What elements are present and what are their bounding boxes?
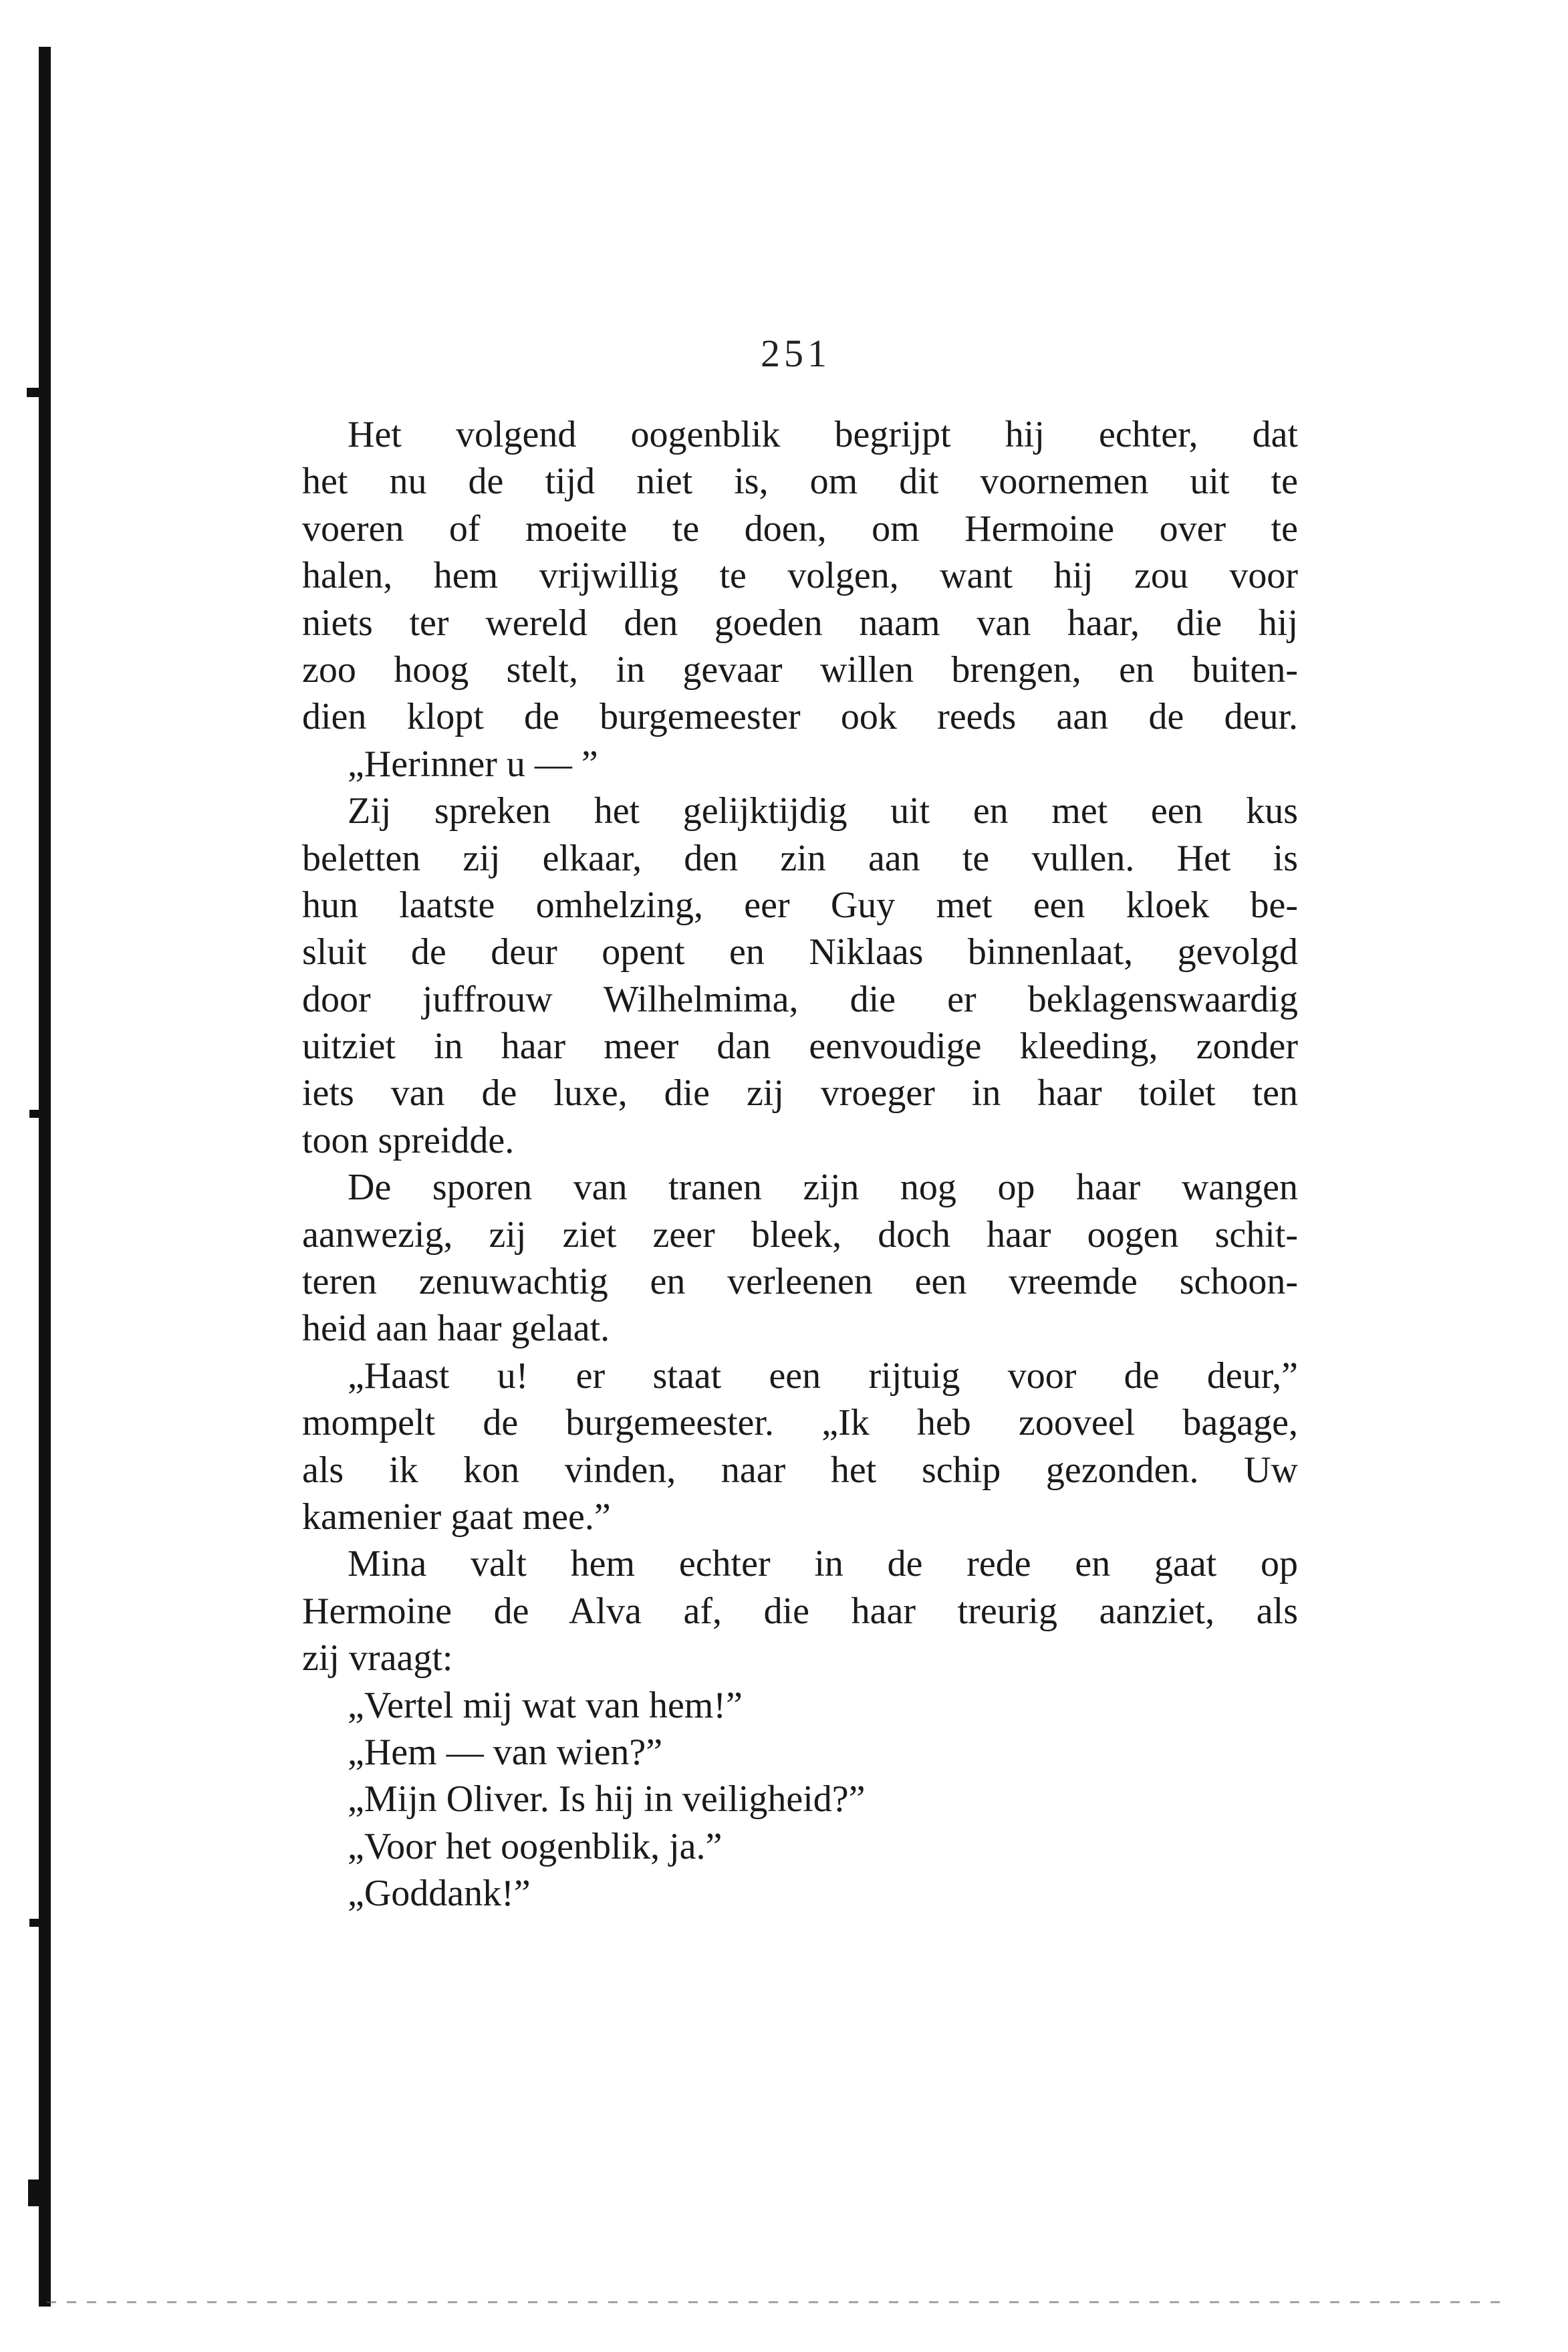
text-line: uitziet in haar meer dan eenvoudige kleeding, zonder [302, 1026, 1298, 1068]
text-line: „Voor het oogenblik, ja.” [348, 1825, 723, 1867]
text-line: niets ter wereld den goeden naam van haar, die hij [302, 602, 1298, 644]
text-line: zij vraagt: [302, 1637, 453, 1679]
text-line: „Haast u! er staat een rijtuig voor de deur,” [348, 1355, 1298, 1397]
text-line: aanwezig, zij ziet zeer bleek, doch haar oogen schit- [302, 1213, 1298, 1256]
text-line: hun laatste omhelzing, eer Guy met een kloek be- [302, 884, 1298, 926]
binding-notch [29, 1110, 48, 1118]
text-line: „Herinner u — ” [348, 743, 598, 785]
binding-notch [28, 2180, 48, 2206]
text-line: beletten zij elkaar, den zin aan te vullen. Het is [302, 837, 1298, 879]
text-line: sluit de deur opent en Niklaas binnenlaat, gevolgd [302, 931, 1298, 973]
text-line: Het volgend oogenblik begrijpt hij echter, dat [348, 414, 1298, 455]
scan-edge-rule [47, 2301, 1504, 2303]
text-line: halen, hem vrijwillig te volgen, want hij zou voor [302, 555, 1298, 597]
text-line: „Hem — van wien?” [348, 1731, 663, 1773]
text-line: Hermoine de Alva af, die haar treurig aanziet, als [302, 1590, 1298, 1632]
text-line: „Mijn Oliver. Is hij in veiligheid?” [348, 1778, 866, 1820]
page-number: 251 [761, 332, 831, 375]
text-line: zoo hoog stelt, in gevaar willen brengen, en buiten- [302, 649, 1298, 691]
text-line: „Goddank!” [348, 1873, 531, 1915]
text-line: Mina valt hem echter in de rede en gaat op [348, 1543, 1298, 1585]
text-line: „Vertel mij wat van hem!” [348, 1684, 743, 1726]
text-line: voeren of moeite te doen, om Hermoine over te [302, 507, 1298, 550]
text-line: heid aan haar gelaat. [302, 1308, 610, 1350]
text-line: teren zenuwachtig en verleenen een vreemde schoon- [302, 1261, 1298, 1303]
text-line: kamenier gaat mee.” [302, 1496, 611, 1538]
text-line: het nu de tijd niet is, om dit voornemen uit te [302, 461, 1298, 503]
text-line: Zij spreken het gelijktijdig uit en met een kus [348, 790, 1298, 832]
text-line: De sporen van tranen zijn nog op haar wangen [348, 1167, 1298, 1209]
text-line: iets van de luxe, die zij vroeger in haar toilet ten [302, 1072, 1298, 1114]
page-binding-edge [39, 47, 51, 2307]
text-line: dien klopt de burgemeester ook reeds aan de deur. [302, 696, 1298, 738]
binding-notch [29, 1919, 48, 1927]
text-line: mompelt de burgemeester. „Ik heb zooveel bagage, [302, 1402, 1298, 1444]
text-line: toon spreidde. [302, 1119, 515, 1161]
text-line: als ik kon vinden, naar het schip gezonden. Uw [302, 1449, 1298, 1491]
text-line: door juffrouw Wilhelmima, die er beklagenswaardig [302, 978, 1298, 1020]
binding-notch [27, 388, 47, 397]
body-text [302, 411, 1298, 1917]
